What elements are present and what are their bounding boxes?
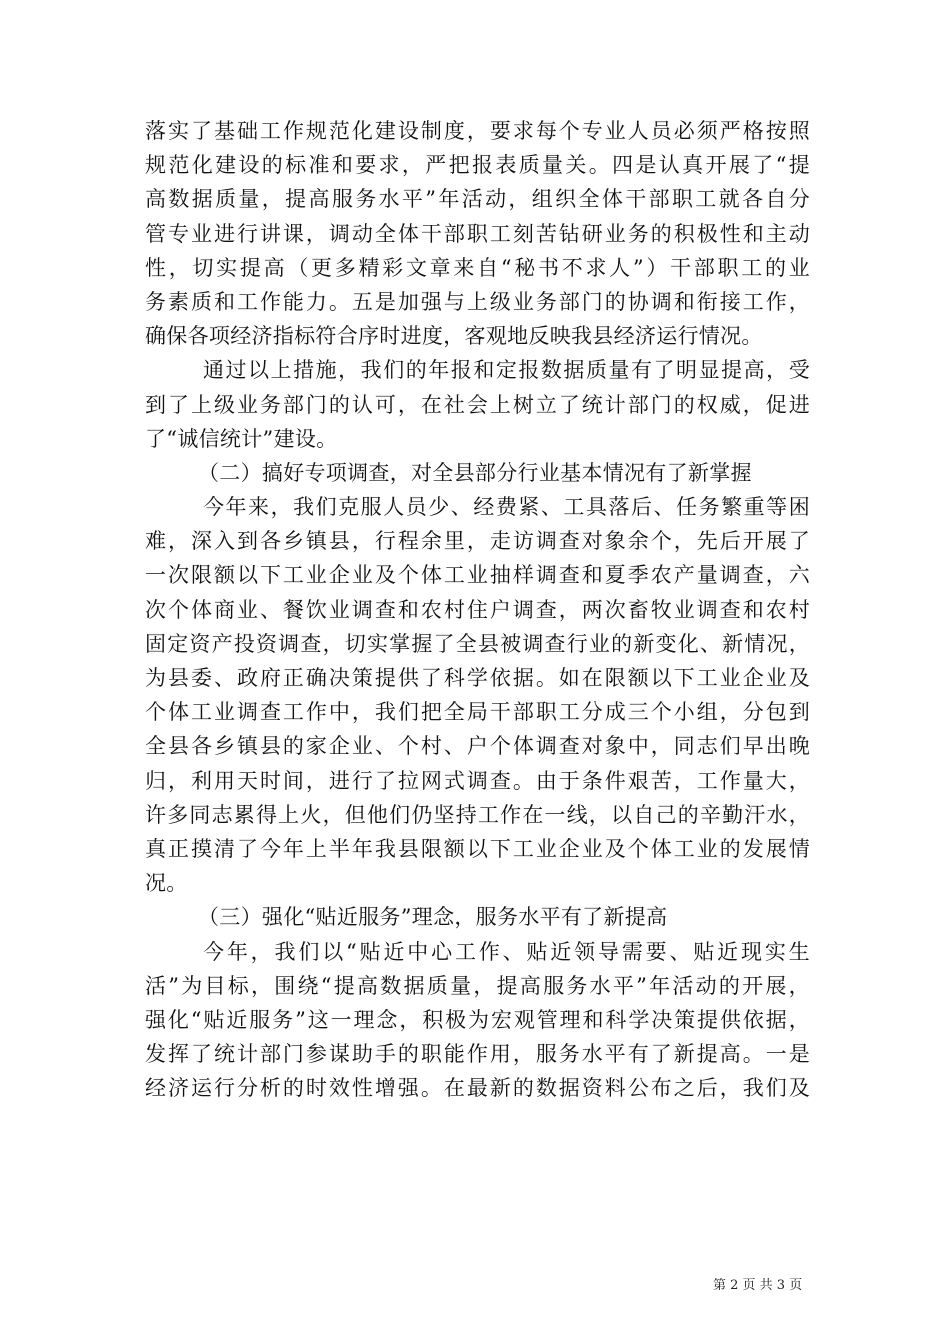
text-line: 了“诚信统计”建设。 [145,426,338,451]
text-line: 规范化建设的标准和要求，严把报表质量关。四是认真开展了“提 [145,153,810,178]
section-heading-2 [145,456,810,490]
paragraph-4 [145,935,810,1106]
document-body [145,114,810,1105]
text-line: 个体工业调查工作中，我们把全局干部职工分成三个小组，分包到 [145,700,810,725]
text-line: 落实了基础工作规范化建设制度，要求每个专业人员必须严格按照 [145,119,810,143]
text-line: 归，利用天时间，进行了拉网式调查。由于条件艰苦，工作量大， [145,768,810,793]
text-line: 难，深入到各乡镇县，行程余里，走访调查对象余个，先后开展了 [145,529,810,554]
text-line: 真正摸清了今年上半年我县限额以下工业企业及个体工业的发展情 [145,836,810,861]
text-line: 务素质和工作能力。五是加强与上级业务部门的协调和衔接工作， [145,289,810,314]
section-heading: （二）搞好专项调查，对全县部分行业基本情况有了新掌握 [198,460,752,485]
text-line: 许多同志累得上火，但他们仍坚持工作在一线，以自己的辛勤汗水， [145,802,810,827]
paragraph-1 [145,114,810,353]
text-line: 况。 [145,871,188,896]
text-line: 今年来，我们克服人员少、经费紧、工具落后、任务繁重等困 [203,495,810,520]
text-line: 经济运行分析的时效性增强。在最新的数据资料公布之后，我们及 [145,1076,810,1101]
text-line: 到了上级业务部门的认可，在社会上树立了统计部门的权威，促进 [145,392,810,417]
text-line: 为县委、政府正确决策提供了科学依据。如在限额以下工业企业及 [145,666,810,690]
text-line: 强化“贴近服务”这一理念，积极为宏观管理和科学决策提供依据， [145,1007,810,1032]
text-line: 活”为目标，围绕“提高数据质量，提高服务水平”年活动的开展， [145,973,810,998]
text-line: 确保各项经济指标符合序时进度，客观地反映我县经济运行情况。 [145,324,763,349]
text-line: 全县各乡镇县的家企业、个村、户个体调查对象中，同志们早出晚 [145,734,810,759]
section-heading-3 [145,900,810,934]
paragraph-3 [145,490,810,900]
text-line: 今年，我们以“贴近中心工作、贴近领导需要、贴近现实生 [203,939,810,964]
text-line: 一次限额以下工业企业及个体工业抽样调查和夏季农产量调查，六 [145,563,810,588]
text-line: 通过以上措施，我们的年报和定报数据质量有了明显提高，受 [203,358,810,383]
text-line: 高数据质量，提高服务水平”年活动，组织全体干部职工就各自分 [145,187,810,212]
text-line: 发挥了统计部门参谋助手的职能作用，服务水平有了新提高。一是 [145,1042,810,1067]
text-line: 管专业进行讲课，调动全体干部职工刻苦钻研业务的积极性和主动 [145,221,810,246]
text-line: 固定资产投资调查，切实掌握了全县被调查行业的新变化、新情况， [145,631,810,656]
text-line: 性，切实提高（更多精彩文章来自“秘书不求人”）干部职工的业 [145,255,810,280]
page-number: 第 2 页 共 3 页 [713,1278,803,1293]
section-heading: （三）强化“贴近服务”理念，服务水平有了新提高 [198,905,668,930]
paragraph-2 [145,353,810,456]
text-line: 次个体商业、餐饮业调查和农村住户调查，两次畜牧业调查和农村 [145,597,810,622]
